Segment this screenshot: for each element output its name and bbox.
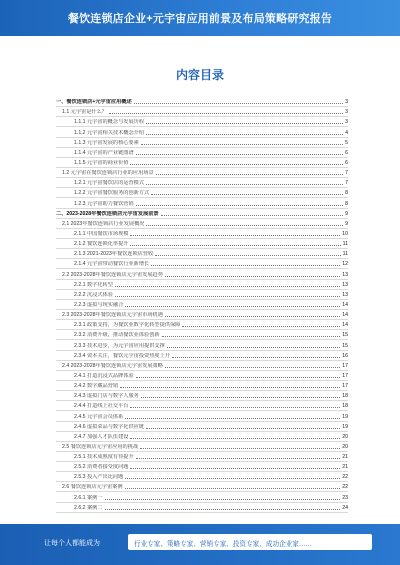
toc-entry-title: 2.6.2 案例二 bbox=[74, 504, 103, 511]
toc-entry-page: 8 bbox=[345, 190, 348, 197]
toc-dot-leader bbox=[136, 205, 343, 206]
toc-entry-page: 18 bbox=[342, 393, 348, 400]
toc-entry-title: 1.1.4 元宇宙的产业链图谱 bbox=[74, 149, 134, 156]
toc-entry[interactable] bbox=[56, 290, 348, 300]
toc-dot-leader bbox=[165, 367, 340, 368]
toc-entry-title: 2.4.6 虚拟菜品与数字化供应链 bbox=[74, 423, 145, 430]
toc-entry-title: 2.4.7 加强人才队伍建设 bbox=[74, 433, 129, 440]
toc-entry-title: 2.2 2023-2028年餐饮连锁店元宇宙发展趋势 bbox=[62, 271, 163, 278]
toc-entry-page: 15 bbox=[342, 342, 348, 349]
toc-dot-leader bbox=[146, 123, 343, 124]
toc-dot-leader bbox=[151, 194, 343, 195]
toc-entry[interactable] bbox=[56, 351, 348, 361]
toc-entry-title: 2.5.3 投入产出比问题 bbox=[74, 474, 124, 481]
toc-entry-title: 2.2.1 数字化转型 bbox=[74, 281, 113, 288]
toc-entry[interactable] bbox=[56, 280, 348, 290]
toc-entry[interactable] bbox=[56, 127, 348, 137]
toc-entry-title: 2.5.1 技术成熟度有待提升 bbox=[74, 454, 134, 461]
toc-entry-title: 1.2.2 元宇宙餐饮服务的创新方式 bbox=[74, 190, 150, 197]
toc-dot-leader bbox=[156, 174, 343, 175]
toc-dot-leader bbox=[130, 407, 340, 408]
toc-entry-page: 17 bbox=[342, 383, 348, 390]
toc-dot-leader bbox=[125, 418, 340, 419]
toc-entry-title: 2.4 2023-2028年餐饮连锁店元宇宙发展策略 bbox=[62, 362, 163, 369]
toc-dot-leader bbox=[161, 215, 343, 216]
toc-entry-page: 22 bbox=[342, 474, 348, 481]
toc-entry-title: 2.5 餐饮连锁店元宇宙应用的挑战 bbox=[62, 443, 139, 450]
toc-entry-page: 19 bbox=[342, 413, 348, 420]
toc-entry-title: 2.1.4 元宇宙带动餐饮行业新增长 bbox=[74, 261, 150, 268]
toc-entry[interactable] bbox=[56, 300, 348, 310]
toc-entry-title: 1.1.5 元宇宙的商业价值 bbox=[74, 159, 129, 166]
toc-dot-leader bbox=[125, 478, 340, 479]
toc-entry-title: 2.6 餐饮连锁店元宇宙案例 bbox=[62, 484, 123, 491]
toc-entry[interactable] bbox=[56, 178, 348, 188]
toc-dot-leader bbox=[130, 235, 340, 236]
toc-entry[interactable] bbox=[56, 371, 348, 381]
header-bar bbox=[0, 0, 400, 36]
toc-entry-title: 2.4.1 打造沉浸式品牌体验 bbox=[74, 372, 134, 379]
toc-entry[interactable] bbox=[56, 452, 348, 462]
toc-entry[interactable] bbox=[56, 432, 348, 442]
toc-entry[interactable] bbox=[56, 239, 348, 249]
toc-entry-title: 2.4.5 元宇宙会员体系 bbox=[74, 413, 124, 420]
toc-dot-leader bbox=[130, 164, 343, 165]
toc-entry[interactable] bbox=[56, 249, 348, 259]
toc-dot-leader bbox=[115, 296, 340, 297]
toc-entry-title: 2.4.4 打造线上社交平台 bbox=[74, 403, 129, 410]
toc-entry-page: 7 bbox=[345, 170, 348, 177]
toc-entry[interactable] bbox=[56, 229, 348, 239]
toc-dot-leader bbox=[140, 448, 340, 449]
toc-dot-leader bbox=[136, 377, 341, 378]
toc-entry-page: 14 bbox=[342, 322, 348, 329]
toc-entry-page: 14 bbox=[342, 301, 348, 308]
table-of-contents bbox=[56, 97, 348, 513]
toc-entry-page: 21 bbox=[342, 464, 348, 471]
toc-dot-leader bbox=[125, 488, 341, 489]
toc-entry-page: 6 bbox=[345, 149, 348, 156]
toc-entry[interactable] bbox=[56, 320, 348, 330]
toc-entry-page: 13 bbox=[342, 281, 348, 288]
toc-entry[interactable] bbox=[56, 401, 348, 411]
toc-entry[interactable] bbox=[56, 269, 348, 279]
toc-entry-title: 1.1.3 元宇宙发展的核心要素 bbox=[74, 139, 139, 146]
toc-entry-title: 2.2.3 虚拟与现实融合 bbox=[74, 301, 124, 308]
footer-roles-box bbox=[128, 534, 372, 550]
report-title: 餐饮连锁店企业+元宇宙应用前景及布局策略研究报告 bbox=[67, 13, 333, 25]
toc-entry-page: 12 bbox=[342, 261, 348, 268]
toc-entry-title: 1.1 元宇宙是什么？ bbox=[62, 109, 107, 116]
toc-entry[interactable] bbox=[56, 503, 348, 513]
toc-entry-title: 1.1.2 元宇宙相关技术概念介绍 bbox=[74, 129, 145, 136]
toc-entry-title: 2.3.3 技术进步，为元宇宙应用提供支撑 bbox=[74, 342, 165, 349]
footer-roles-text: 行业专家、策略专家、营销专家、投资专家、成功企业家…… bbox=[134, 541, 313, 548]
toc-entry-page: 7 bbox=[345, 180, 348, 187]
toc-entry-page: 19 bbox=[342, 423, 348, 430]
toc-entry[interactable] bbox=[56, 219, 348, 229]
toc-entry[interactable] bbox=[56, 442, 348, 452]
toc-entry-page: 3 bbox=[345, 99, 348, 106]
toc-entry[interactable] bbox=[56, 138, 348, 148]
toc-entry-page: 14 bbox=[342, 312, 348, 319]
toc-dot-leader bbox=[109, 113, 343, 114]
toc-entry-page: 5 bbox=[345, 139, 348, 146]
toc-entry-page: 17 bbox=[342, 362, 348, 369]
toc-entry[interactable] bbox=[56, 188, 348, 198]
toc-entry-title: 2.1.1 中国餐饮市场规模 bbox=[74, 230, 129, 237]
toc-entry-page: 3 bbox=[345, 109, 348, 116]
toc-entry[interactable] bbox=[56, 492, 348, 502]
toc-entry-page: 11 bbox=[342, 241, 348, 248]
toc-entry[interactable] bbox=[56, 340, 348, 350]
toc-entry-title: 1.2.3 元宇宙助力餐饮营销 bbox=[74, 200, 134, 207]
toc-entry-title: 2.6.1 案例一 bbox=[74, 494, 103, 501]
toc-dot-leader bbox=[155, 255, 340, 256]
toc-entry-page: 4 bbox=[345, 129, 348, 136]
toc-entry[interactable] bbox=[56, 361, 348, 371]
toc-entry[interactable] bbox=[56, 158, 348, 168]
toc-entry[interactable] bbox=[56, 209, 348, 219]
toc-entry-page: 16 bbox=[342, 352, 348, 359]
toc-entry-title: 2.1.2 餐饮连锁化率提升 bbox=[74, 241, 129, 248]
toc-entry-page: 18 bbox=[342, 403, 348, 410]
toc-entry[interactable] bbox=[56, 482, 348, 492]
toc-entry[interactable] bbox=[56, 381, 348, 391]
toc-entry-title: 1.1.1 元宇宙的概念与发展历程 bbox=[74, 119, 145, 126]
toc-entry-page: 20 bbox=[342, 433, 348, 440]
toc-entry[interactable] bbox=[56, 148, 348, 158]
toc-dot-leader bbox=[115, 286, 340, 287]
toc-entry-title: 2.4.3 虚拟门店与数字人服务 bbox=[74, 393, 139, 400]
toc-entry-page: 15 bbox=[342, 332, 348, 339]
toc-dot-leader bbox=[134, 103, 343, 104]
toc-dot-leader bbox=[146, 225, 343, 226]
toc-entry[interactable] bbox=[56, 330, 348, 340]
toc-entry[interactable] bbox=[56, 310, 348, 320]
toc-entry[interactable] bbox=[56, 411, 348, 421]
toc-entry[interactable] bbox=[56, 198, 348, 208]
toc-entry-title: 1.2.1 元宇宙餐饮店的运营模式 bbox=[74, 180, 145, 187]
toc-entry-page: 20 bbox=[342, 443, 348, 450]
toc-entry-title: 2.3.2 消费升级，推动餐饮业体验创新 bbox=[74, 332, 160, 339]
toc-entry[interactable] bbox=[56, 168, 348, 178]
toc-dot-leader bbox=[146, 134, 343, 135]
toc-entry-title: 2.1 2023年餐饮连锁店行业发展概况 bbox=[62, 220, 145, 227]
toc-entry-page: 17 bbox=[342, 372, 348, 379]
footer-lead-text: 让每个人都能成为 bbox=[44, 540, 100, 547]
footer-banner bbox=[0, 524, 400, 565]
toc-entry-title: 2.1.3 2021-2023年餐饮连锁店营收 bbox=[74, 251, 154, 258]
toc-entry-title: 2.5.2 消费者接受度问题 bbox=[74, 464, 129, 471]
toc-dot-leader bbox=[130, 468, 340, 469]
toc-dot-leader bbox=[146, 428, 340, 429]
toc-entry-title: 1.2 元宇宙在餐饮连锁店行业的应用场景 bbox=[62, 170, 154, 177]
toc-dot-leader bbox=[141, 397, 340, 398]
toc-entry-title: 2.4.2 数字藏品营销 bbox=[74, 383, 119, 390]
toc-dot-leader bbox=[136, 154, 343, 155]
toc-entry[interactable] bbox=[56, 422, 348, 432]
toc-entry-page: 24 bbox=[342, 504, 348, 511]
toc-entry-page: 9 bbox=[345, 220, 348, 227]
toc-dot-leader bbox=[162, 336, 341, 337]
toc-entry[interactable] bbox=[56, 391, 348, 401]
toc-entry-page: 23 bbox=[342, 494, 348, 501]
toc-dot-leader bbox=[182, 326, 340, 327]
toc-entry-page: 22 bbox=[342, 484, 348, 491]
toc-dot-leader bbox=[130, 438, 340, 439]
toc-heading: 内容目录 bbox=[175, 68, 224, 82]
toc-dot-leader bbox=[136, 458, 341, 459]
toc-entry[interactable] bbox=[56, 97, 348, 107]
toc-entry-page: 9 bbox=[345, 210, 348, 217]
toc-dot-leader bbox=[130, 245, 340, 246]
toc-entry-page: 13 bbox=[342, 271, 348, 278]
toc-entry-page: 8 bbox=[345, 200, 348, 207]
toc-entry-title: 2.3.4 资本关注，餐饮元宇宙投资热度上升 bbox=[74, 352, 170, 359]
toc-entry-title: 2.3 2023-2028年餐饮连锁店元宇宙市场机遇 bbox=[62, 312, 163, 319]
toc-entry-title: 2.3.1 政策支持，为餐饮业数字化转型提供保障 bbox=[74, 322, 181, 329]
toc-dot-leader bbox=[141, 144, 343, 145]
toc-dot-leader bbox=[146, 184, 343, 185]
toc-entry-page: 11 bbox=[342, 251, 348, 258]
toc-dot-leader bbox=[120, 387, 340, 388]
toc-entry-title: 二、2023-2028年餐饮连锁店元宇宙发展前景 bbox=[56, 210, 159, 217]
toc-entry-title: 一、餐饮连锁店+元宇宙应用概述 bbox=[56, 99, 132, 106]
toc-entry-page: 13 bbox=[342, 291, 348, 298]
toc-dot-leader bbox=[172, 357, 340, 358]
toc-entry[interactable] bbox=[56, 472, 348, 482]
toc-entry[interactable] bbox=[56, 462, 348, 472]
toc-entry-page: 3 bbox=[345, 119, 348, 126]
toc-dot-leader bbox=[165, 276, 340, 277]
toc-dot-leader bbox=[125, 306, 340, 307]
toc-entry-page: 21 bbox=[342, 454, 348, 461]
toc-entry-title: 2.2.2 沉浸式体验 bbox=[74, 291, 113, 298]
toc-dot-leader bbox=[105, 499, 341, 500]
toc-entry-page: 6 bbox=[345, 159, 348, 166]
toc-dot-leader bbox=[165, 316, 340, 317]
toc-dot-leader bbox=[105, 509, 341, 510]
toc-entry-page: 10 bbox=[342, 230, 348, 237]
toc-entry[interactable] bbox=[56, 117, 348, 127]
toc-entry[interactable] bbox=[56, 107, 348, 117]
toc-entry[interactable] bbox=[56, 259, 348, 269]
toc-dot-leader bbox=[151, 265, 340, 266]
toc-dot-leader bbox=[167, 347, 340, 348]
